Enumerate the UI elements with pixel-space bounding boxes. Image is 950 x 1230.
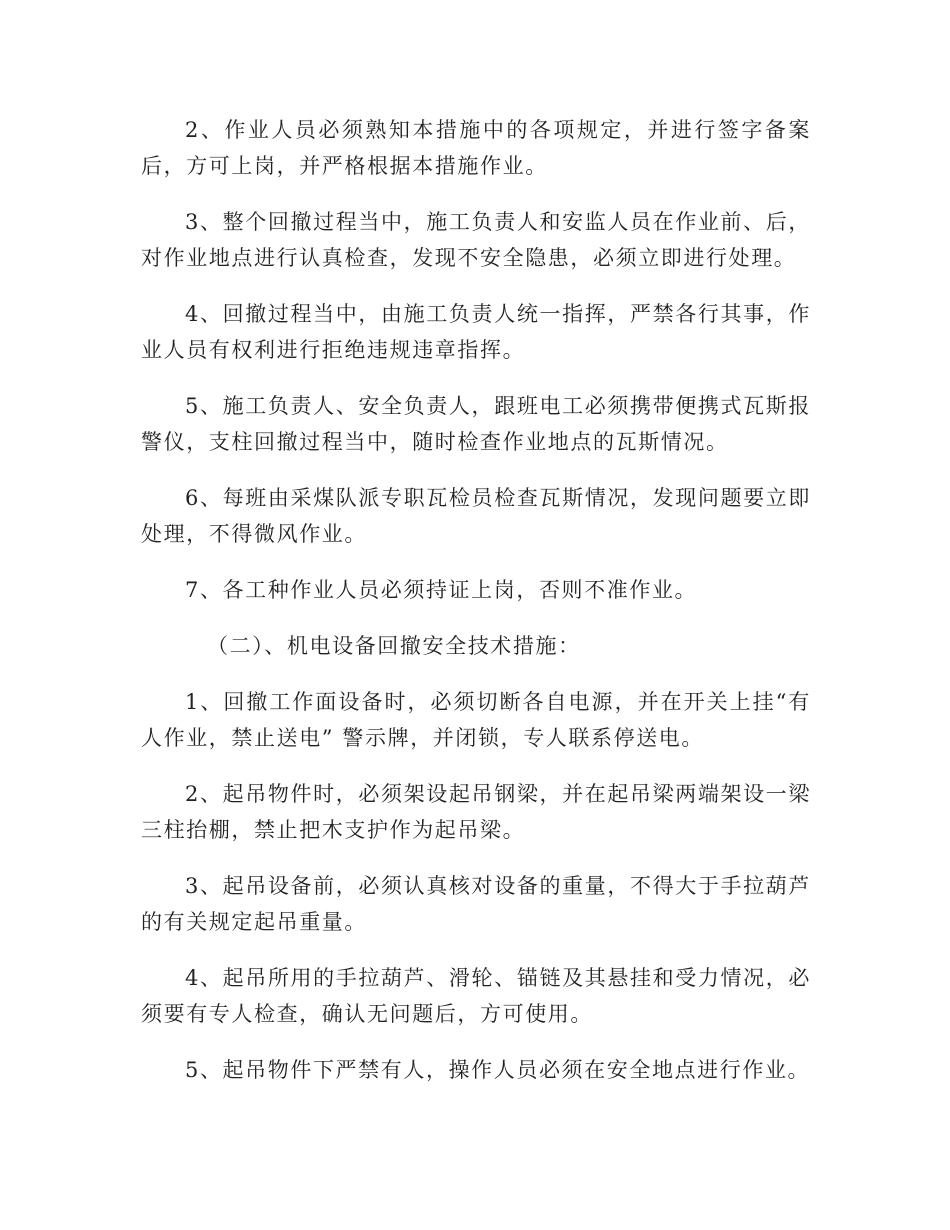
document-body: [141, 112, 811, 1108]
paragraph-item-7: 7、各工种作业人员必须持证上岗，否则不准作业。: [185, 578, 698, 602]
paragraph-item-1: 1、回撤工作面设备时，必须切断各自电源，并在开关上挂“有人作业，禁止送电” 警示牌，并闭锁，专人联系停送电。: [141, 690, 811, 750]
paragraph-item-5b: 5、起吊物件下严禁有人，操作人员必须在安全地点进行作业。: [185, 1058, 811, 1082]
paragraph-item-5: 5、施工负责人、安全负责人，跟班电工必须携带便携式瓦斯报警仪，支柱回撤过程当中，随时检查作业地点的瓦斯情况。: [141, 394, 811, 454]
section-heading: （二）、机电设备回撤安全技术措施：: [207, 634, 581, 658]
paragraph-item-3b: 3、起吊设备前，必须认真核对设备的重量，不得大于手拉葫芦的有关规定起吊重量。: [141, 874, 811, 934]
paragraph-item-4: 4、回撤过程当中，由施工负责人统一指挥，严禁各行其事，作业人员有权利进行拒绝违规违章指挥。: [141, 302, 811, 362]
paragraph-item-2b: 2、起吊物件时，必须架设起吊钢梁，并在起吊梁两端架设一梁三柱抬棚，禁止把木支护作为起吊梁。: [141, 782, 811, 842]
paragraph-item-6: 6、每班由采煤队派专职瓦检员检查瓦斯情况，发现问题要立即处理，不得微风作业。: [141, 486, 811, 546]
paragraph-item-3: 3、整个回撤过程当中，施工负责人和安监人员在作业前、后，对作业地点进行认真检查，发现不安全隐患，必须立即进行处理。: [141, 210, 811, 270]
paragraph-item-4b: 4、起吊所用的手拉葫芦、滑轮、锚链及其悬挂和受力情况，必须要有专人检查，确认无问题后，方可使用。: [141, 966, 811, 1026]
paragraph-item-2: 2、作业人员必须熟知本措施中的各项规定，并进行签字备案后，方可上岗，并严格根据本措施作业。: [141, 118, 811, 178]
